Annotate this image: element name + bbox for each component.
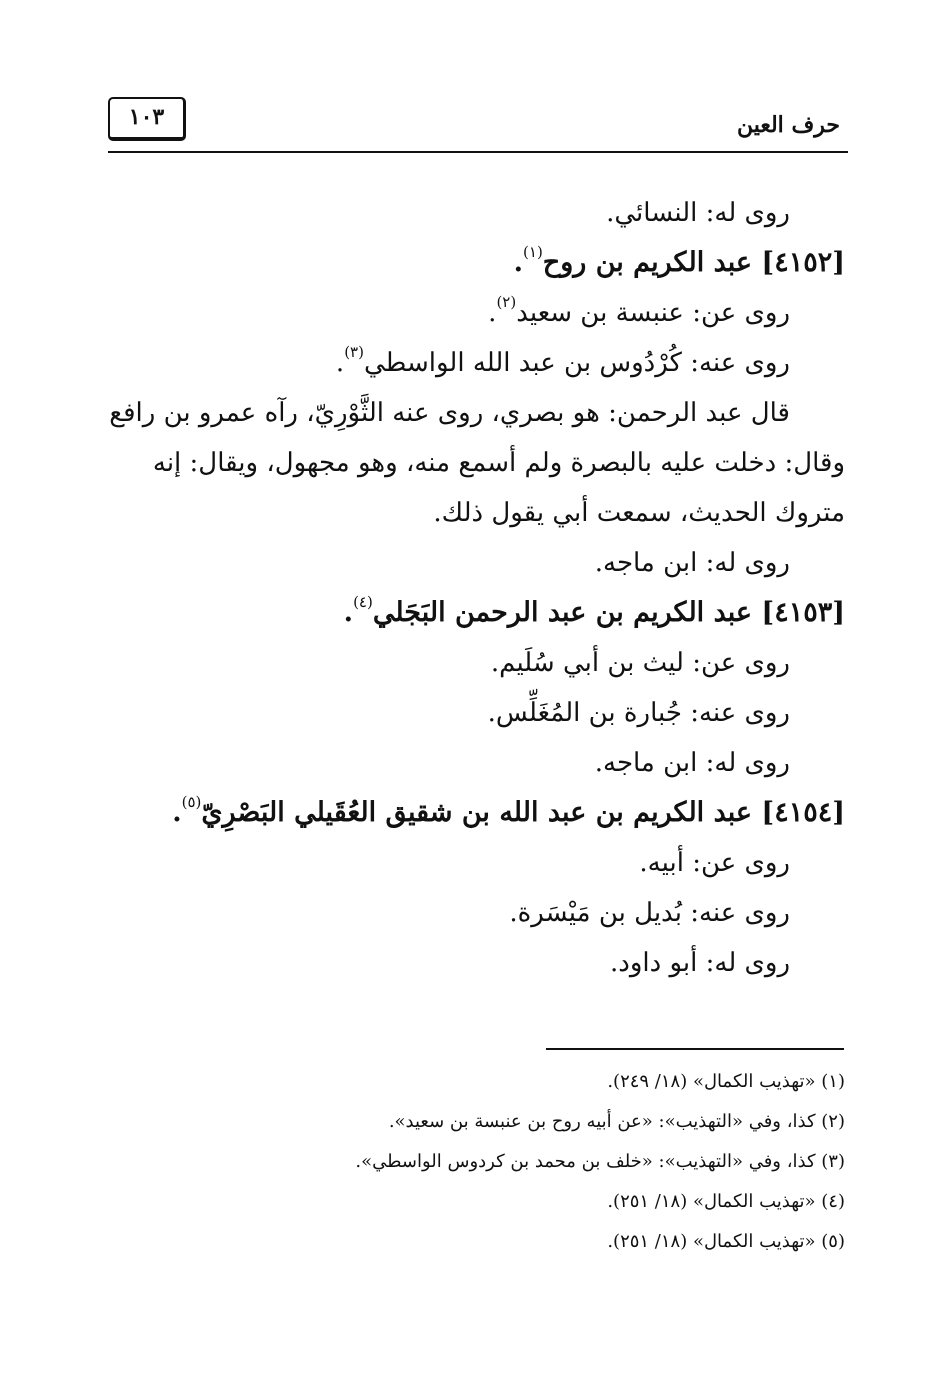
narrated-from-him-line: روى عنه: جُبارة بن المُغَلِّس. xyxy=(487,698,790,728)
line-text: روى عن: عنبسة بن سعيد xyxy=(516,298,790,328)
footnote-5: (٥) «تهذيب الكمال» (١٨/ ٢٥١). xyxy=(607,1231,845,1252)
paragraph-line: وقال: دخلت عليه بالبصرة ولم أسمع منه، وهو مجهول، ويقال: إنه xyxy=(152,448,845,478)
footnotes xyxy=(105,1062,845,1262)
page-number: ١٠٣ xyxy=(108,97,186,141)
narrated-by-line: روى له: ابن ماجه. xyxy=(594,748,790,778)
paragraph-line: قال عبد الرحمن: هو بصري، روى عنه الثَّوْرِيّ، رآه عمرو بن رافع xyxy=(109,398,790,428)
narrated-by-line: روى له: ابن ماجه. xyxy=(594,548,790,578)
period: . xyxy=(335,348,345,378)
footnote-ref: (٢) xyxy=(496,293,517,311)
footnote-4: (٤) «تهذيب الكمال» (١٨/ ٢٥١). xyxy=(607,1191,845,1212)
main-text xyxy=(105,188,845,988)
narrated-by-line: روى له: النسائي. xyxy=(606,198,790,228)
entry-heading-4154 xyxy=(105,788,845,838)
footnote-ref: (٤) xyxy=(353,593,373,611)
narrated-from-line xyxy=(105,288,845,338)
entry-title: [٤١٥٤] عبد الكريم بن عبد الله بن شقيق العُقَيلي البَصْرِيّ xyxy=(201,797,845,828)
entry-title: [٤١٥٢] عبد الكريم بن روح xyxy=(542,247,845,278)
entry-heading-4153 xyxy=(105,588,845,638)
paragraph-line: متروك الحديث، سمعت أبي يقول ذلك. xyxy=(433,498,845,528)
footnote-3: (٣) كذا، وفي «التهذيب»: «خلف بن محمد بن كردوس الواسطي». xyxy=(355,1151,845,1172)
narrated-from-him-line: روى عنه: بُديل بن مَيْسَرة. xyxy=(509,898,790,928)
footnote-ref: (٣) xyxy=(344,343,364,361)
period: . xyxy=(513,247,524,278)
header-rule xyxy=(108,151,848,153)
footnote-1: (١) «تهذيب الكمال» (١٨/ ٢٤٩). xyxy=(607,1071,845,1092)
footnote-ref: (٥) xyxy=(181,793,202,811)
footnote-2: (٢) كذا، وفي «التهذيب»: «عن أبيه روح بن عنبسة بن سعيد». xyxy=(388,1111,845,1132)
running-title: حرف العين xyxy=(736,112,840,138)
narrated-from-him-line xyxy=(105,338,845,388)
period: . xyxy=(172,797,182,828)
narrated-from-line: روى عن: أبيه. xyxy=(639,848,790,878)
entry-heading-4152 xyxy=(105,238,845,288)
period: . xyxy=(343,597,354,628)
entry-title: [٤١٥٣] عبد الكريم بن عبد الرحمن البَجَلي xyxy=(372,597,845,628)
footnote-ref: (١) xyxy=(523,243,543,261)
narrated-by-line: روى له: أبو داود. xyxy=(610,948,790,978)
line-text: روى عنه: كُرْدُوس بن عبد الله الواسطي xyxy=(363,348,790,378)
narrated-from-line: روى عن: ليث بن أبي سُلَيم. xyxy=(490,648,790,678)
period: . xyxy=(488,298,497,328)
footnote-rule xyxy=(546,1048,844,1050)
